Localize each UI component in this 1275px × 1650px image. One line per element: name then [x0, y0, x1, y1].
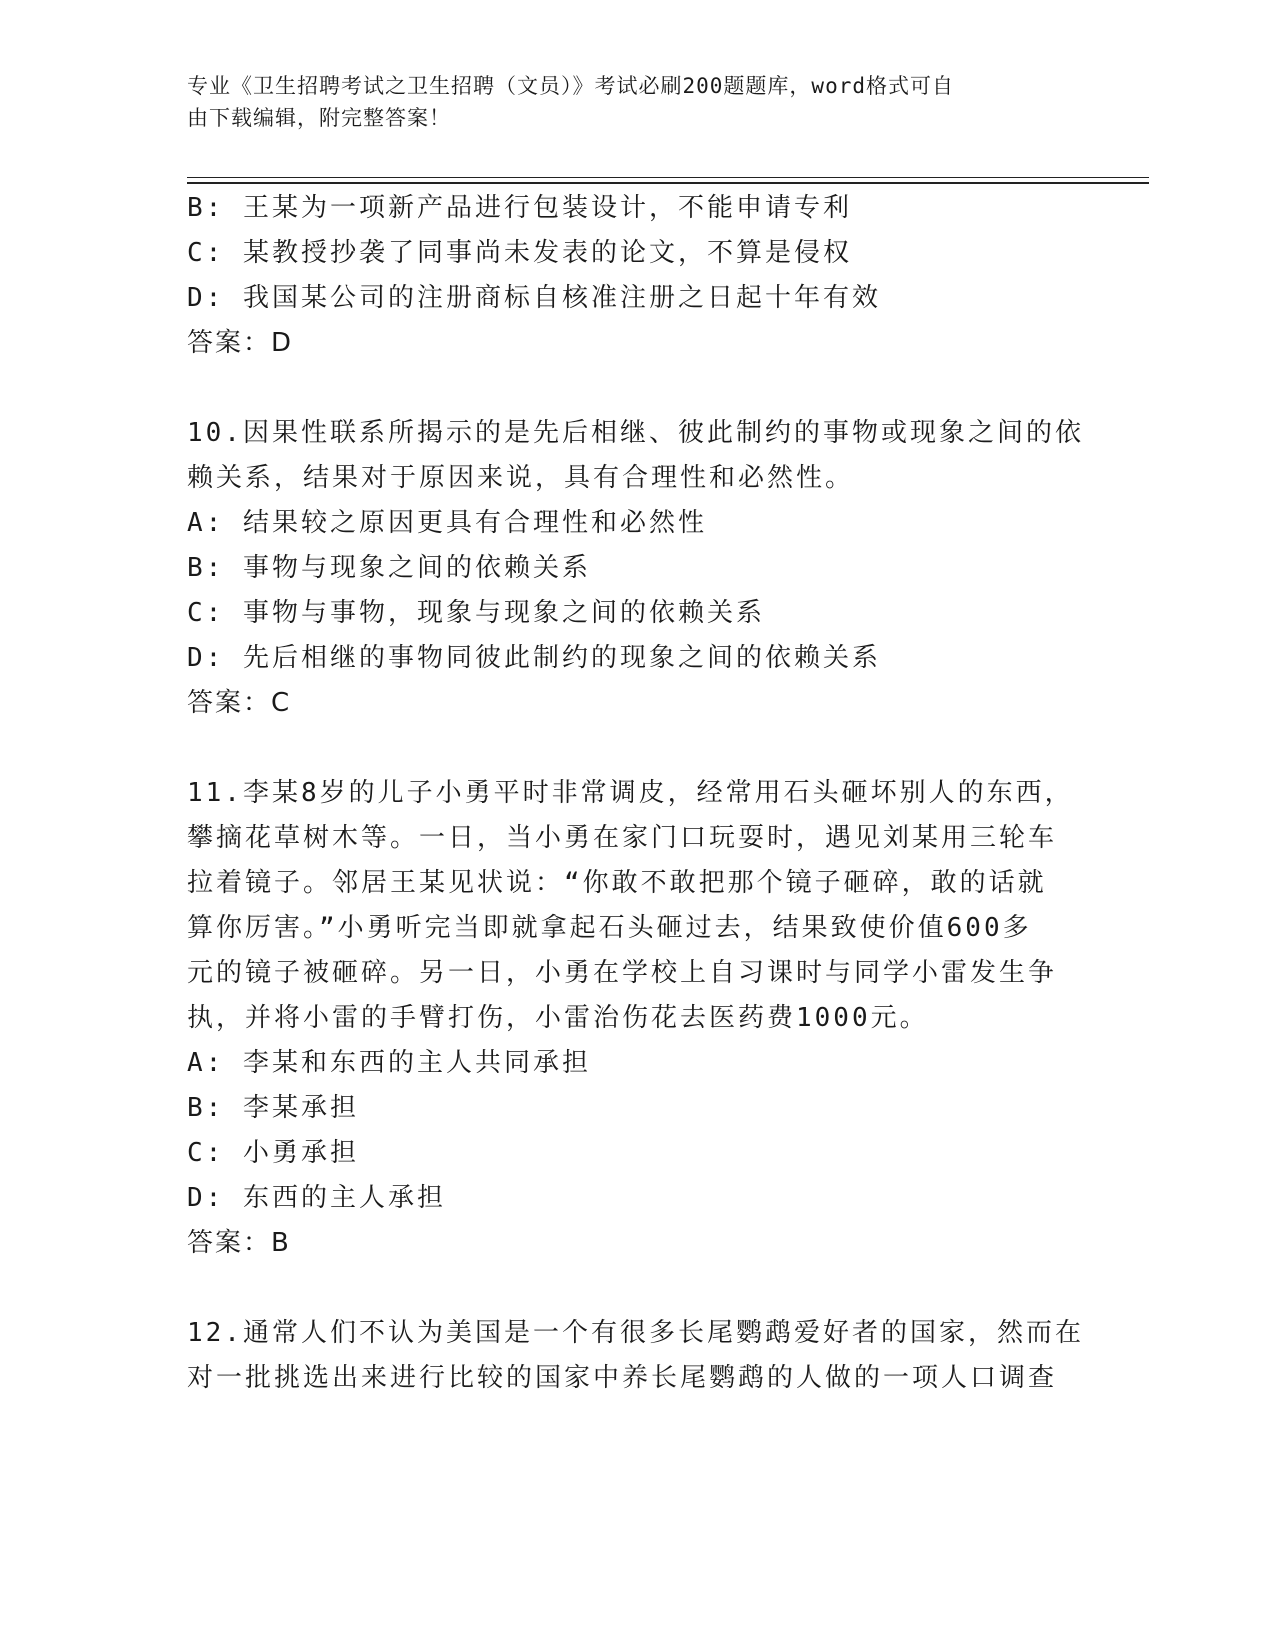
answer-line: 答案：C: [187, 688, 292, 718]
question-10: [187, 411, 1084, 726]
question-stem-line: 攀摘花草树木等。一日，当小勇在家门口玩耍时，遇见刘某用三轮车: [187, 823, 1058, 853]
header-line-1: 专业《卫生招聘考试之卫生招聘（文员）》考试必刷200题题库，word格式可自: [187, 74, 954, 98]
question-stem-line: 拉着镜子。邻居王某见状说：“你敢不敢把那个镜子砸碎，敢的话就: [187, 868, 1047, 898]
question-stem-line: 元的镜子被砸碎。另一日，小勇在学校上自习课时与同学小雷发生争: [187, 958, 1058, 988]
question-stem-line: 对一批挑选出来进行比较的国家中养长尾鹦鹉的人做的一项人口调查: [187, 1363, 1058, 1393]
document-header: [187, 70, 1067, 134]
question-stem-line: 算你厉害。”小勇听完当即就拿起石头砸过去，结果致使价值600多: [187, 913, 1032, 943]
answer-line: 答案：D: [187, 328, 294, 358]
header-rule-thick: [187, 182, 1149, 184]
option-b: B: 李某承担: [187, 1093, 359, 1123]
header-rule-thin: [187, 177, 1149, 178]
document-body: [187, 186, 1084, 1401]
question-stem-line: 11.李某8岁的儿子小勇平时非常调皮，经常用石头砸坏别人的东西，: [187, 778, 1074, 808]
option-d: D: 我国某公司的注册商标自核准注册之日起十年有效: [187, 283, 881, 313]
option-c: C: 某教授抄袭了同事尚未发表的论文，不算是侵权: [187, 238, 852, 268]
question-11: [187, 771, 1077, 1266]
question-9-options: [187, 186, 1077, 321]
option-c: C: 小勇承担: [187, 1138, 359, 1168]
option-a: A: 结果较之原因更具有合理性和必然性: [187, 508, 707, 538]
option-b: B: 王某为一项新产品进行包装设计，不能申请专利: [187, 193, 852, 223]
question-12: [187, 1311, 1084, 1401]
option-a: A: 李某和东西的主人共同承担: [187, 1048, 591, 1078]
option-b: B: 事物与现象之间的依赖关系: [187, 553, 591, 583]
option-d: D: 先后相继的事物同彼此制约的现象之间的依赖关系: [187, 643, 881, 673]
answer-line: 答案：B: [187, 1228, 291, 1258]
question-stem-line: 执，并将小雷的手臂打伤，小雷治伤花去医药费1000元。: [187, 1003, 929, 1033]
header-line-2: 由下载编辑，附完整答案！: [187, 106, 451, 130]
question-stem-line: 12.通常人们不认为美国是一个有很多长尾鹦鹉爱好者的国家，然而在: [187, 1318, 1084, 1348]
question-stem-line: 10.因果性联系所揭示的是先后相继、彼此制约的事物或现象之间的依: [187, 418, 1084, 448]
option-c: C: 事物与事物，现象与现象之间的依赖关系: [187, 598, 765, 628]
option-d: D: 东西的主人承担: [187, 1183, 446, 1213]
question-stem-line: 赖关系，结果对于原因来说，具有合理性和必然性。: [187, 463, 855, 493]
